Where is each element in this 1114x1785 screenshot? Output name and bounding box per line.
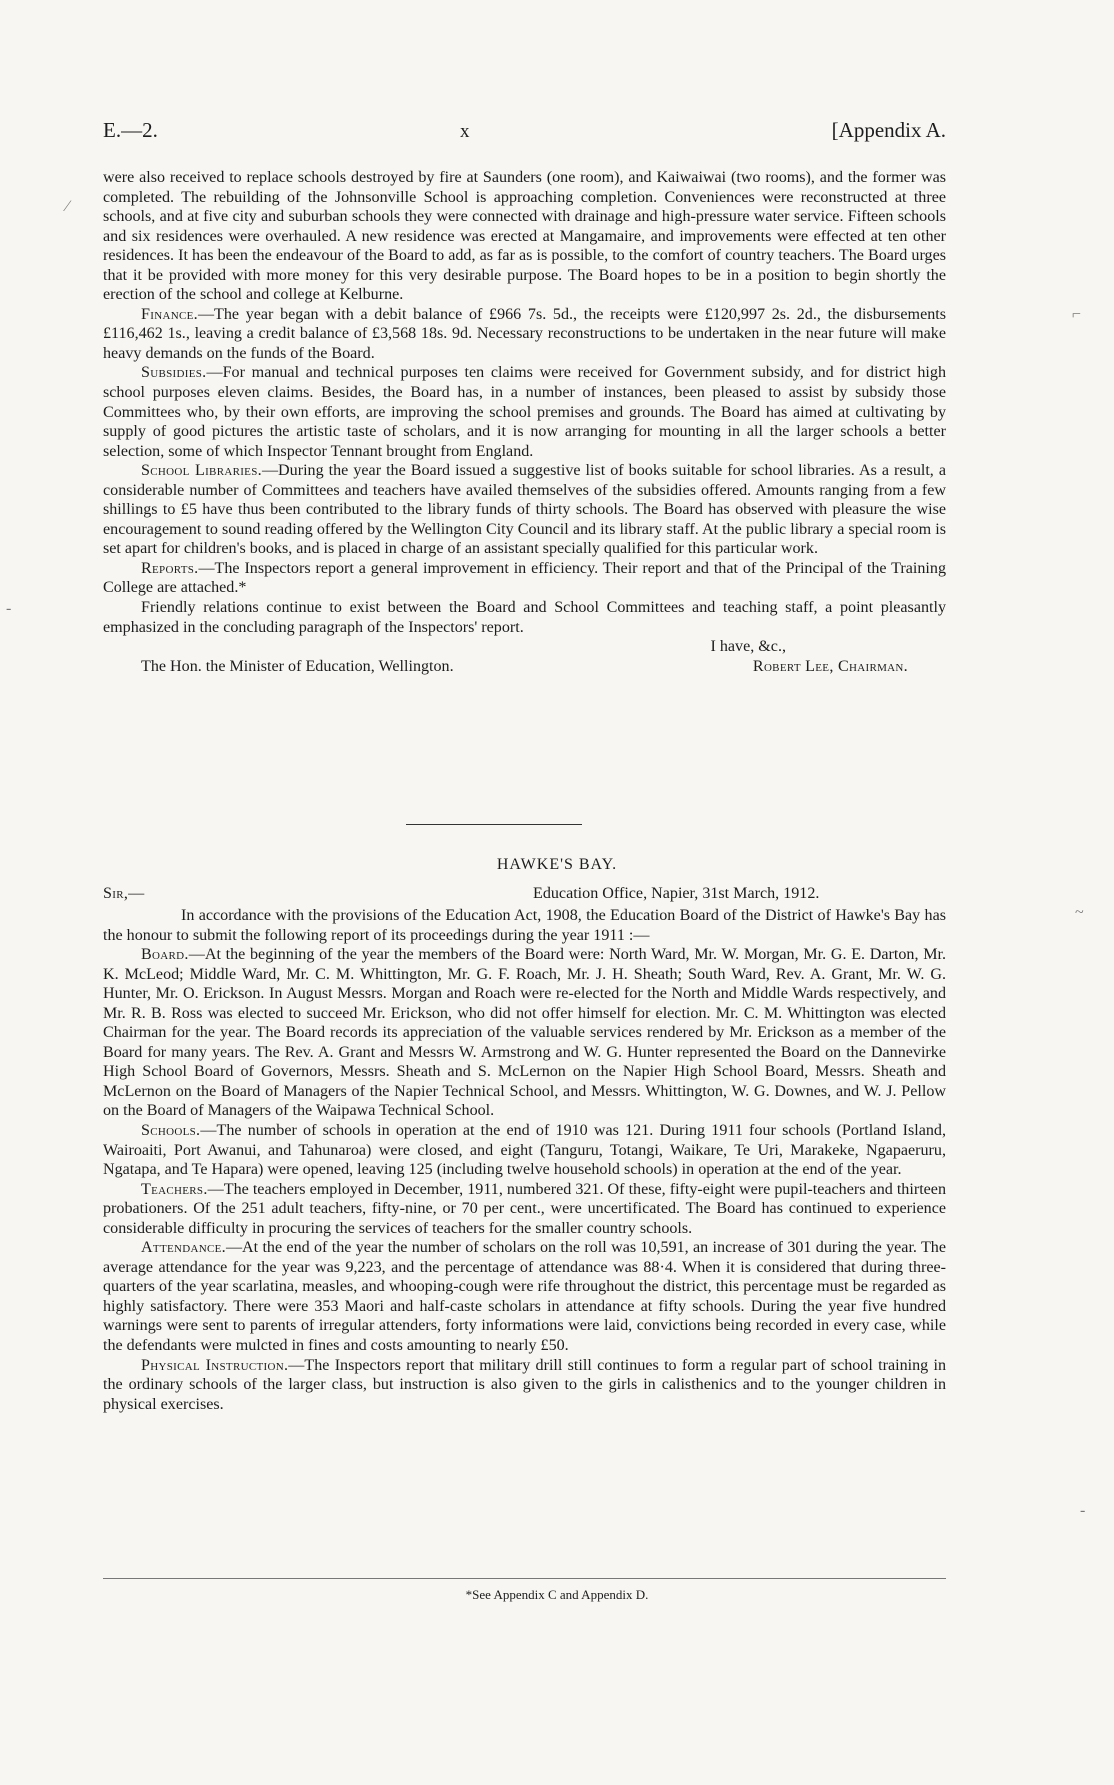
hawkes-bay-report	[103, 906, 946, 1414]
paragraph-subsidies: Subsidies.—For manual and technical purposes ten claims were received for Government subsidy, and for district high school purposes eleven claims. Besides, the Board has, in a number of instances, been pleased to assist by subsidy those Committees who, by their own efforts, are improving the school premises and grounds. The Board has aimed at cultivating by supply of good pictures the artistic taste of scholars, and it is now arranging for mounting in all the larger schools a better selection, some of which Inspector Tennant brought from England.	[103, 364, 946, 460]
paragraph-buildings: were also received to replace schools destroyed by fire at Saunders (one room), and Kaiwaiwai (two rooms), and the former was completed. The rebuilding of the Johnsonville School is approaching completion. Conveniences were reconstructed at three schools, and at five city and suburban schools they were connected with drainage and high-pressure water service. Fifteen schools and six residences were overhauled. A new residence was erected at Mangamaire, and improvements were effected at ten other residences. It has been the endeavour of the Board to add, as far as is possible, to the comfort of country teachers. The Board urges that it be provided with more money for this very desirable purpose. The Board hopes to be in a position to begin shortly the erection of the school and college at Kelburne.	[103, 169, 946, 304]
margin-mark: ~	[1075, 904, 1084, 921]
margin-mark: ⌐	[1072, 306, 1082, 323]
paragraph-intro: In accordance with the provisions of the Education Act, 1908, the Education Board of the District of Hawke's Bay has the honour to submit the following report of its proceedings during the year 1911 :—	[103, 907, 946, 944]
heading-attendance: Attendance.	[141, 1239, 226, 1257]
footnote: *See Appendix C and Appendix D.	[465, 1587, 649, 1602]
paragraph-friendly: Friendly relations continue to exist between the Board and School Committees and teaching staff, a point pleasantly emphasized in the concluding paragraph of the Inspectors' report.	[103, 599, 946, 636]
paragraph-finance: Finance.—The year began with a debit balance of £966 7s. 5d., the receipts were £120,997 2s. 2d., the disbursements £116,462 1s., leaving a credit balance of £3,568 18s. 9d. Necessary reconstructions to be undertaken in the near future will make heavy demands on the funds of the Board.	[103, 305, 946, 362]
wellington-report	[103, 168, 946, 676]
heading-teachers: Teachers.	[141, 1180, 208, 1198]
heading-physical: Physical Instruction.	[141, 1356, 289, 1374]
signer: Robert Lee, Chairman.	[752, 657, 908, 675]
signoff-line	[103, 657, 946, 677]
header-right: [Appendix A.	[831, 118, 946, 142]
addressee: The Hon. the Minister of Education, Wellington.	[141, 657, 454, 675]
office-date: Education Office, Napier, 31st March, 1912.	[533, 885, 820, 902]
page-header	[103, 118, 946, 143]
salutation: Sir,—	[103, 885, 145, 902]
paragraph-teachers: Teachers.—The teachers employed in December, 1911, numbered 321. Of these, fifty-eight were pupil-teachers and thirteen probationers. Of the 251 adult teachers, fifty-nine, or 70 per cent., were uncertificated. The Board has continued to experience considerable difficulty in procuring the services of teachers for the smaller country schools.	[103, 1180, 946, 1237]
heading-finance: Finance.	[141, 305, 198, 323]
paragraph-reports: Reports.—The Inspectors report a general improvement in efficiency. Their report and that of the Principal of the Training College are attached.*	[103, 559, 946, 597]
heading-schools: Schools.	[141, 1122, 201, 1140]
closing-line: I have, &c.,	[710, 638, 786, 656]
footnote-rule	[103, 1578, 946, 1579]
section-divider	[406, 824, 582, 825]
margin-mark: -	[1080, 1502, 1086, 1519]
salutation-line	[103, 885, 946, 903]
header-left: E.—2.	[103, 118, 158, 142]
heading-subsidies: Subsidies.	[141, 364, 207, 382]
paragraph-schools: Schools.—The number of schools in operation at the end of 1910 was 121. During 1911 four schools (Portland Island, Wairoaiti, Port Awanui, and Tahunaroa) were closed, and eight (Tanguru, Totangi, Waikare, Te Uri, Marakeke, Ngapaeruru, Ngatapa, and Te Hapara) were opened, leaving 125 (including twelve household schools) in operation at the end of the year.	[103, 1122, 946, 1179]
paragraph-libraries: School Libraries.—During the year the Board issued a suggestive list of books suitable for school libraries. As a result, a considerable number of Committees and teachers have availed themselves of the subsidies offered. Amounts ranging from a few shillings to £5 have thus been contributed to the library funds of thirty schools. The Board has observed with pleasure the wise encouragement to sound reading offered by the Wellington City Council and its library staff. At the public library a special room is set apart for children's books, and is placed in charge of an assistant specially qualified for this particular work.	[103, 462, 947, 558]
heading-board: Board.	[141, 946, 189, 964]
heading-reports: Reports.	[141, 559, 199, 577]
margin-mark: -	[6, 600, 12, 617]
paragraph-board: Board.—At the beginning of the year the members of the Board were: North Ward, Mr. W. Morgan, Mr. G. E. Darton, Mr. K. McLeod; Middle Ward, Mr. C. M. Whittington, Mr. G. F. Roach, Mr. J. H. Sheath; South Ward, Rev. A. Grant, Mr. W. G. Hunter, Mr. O. Erickson. In August Messrs. Morgan and Roach were re-elected for the North and Middle Wards respectively, and Mr. R. B. Ross was elected to succeed Mr. Erickson, who did not offer himself for election. Mr. C. M. Whittington was elected Chairman for the year. The Board records its appreciation of the valuable services rendered by Mr. Erickson as a member of the Board for many years. The Rev. A. Grant and Messrs W. Armstrong and W. G. Hunter represented the Board on the Dannevirke High School Board of Governors, Messrs. Sheath and S. McLernon on the Napier High School Board, Messrs. Sheath and McLernon on the Board of Managers of the Napier Technical School, and Messrs. Whittington, W. G. Downes, and W. J. Pellow on the Board of Managers of the Waipawa Technical School.	[103, 946, 946, 1120]
heading-libraries: School Libraries.	[141, 462, 262, 480]
header-page-number: x	[460, 121, 470, 142]
section-title: HAWKE'S BAY.	[496, 856, 618, 873]
paragraph-physical: Physical Instruction.—The Inspectors report that military drill still continues to form a regular part of school training in the ordinary schools of the larger class, but instruction is also given to the girls in calisthenics and to the younger children in physical exercises.	[103, 1356, 946, 1413]
paragraph-attendance: Attendance.—At the end of the year the number of scholars on the roll was 10,591, an increase of 301 during the year. The average attendance for the year was 9,223, and the percentage of attendance was 88·4. When it is considered that during three-quarters of the year scarlatina, measles, and whooping-cough were rife throughout the district, this percentage must be regarded as highly satisfactory. There were 353 Maori and half-caste scholars in attendance at fifty schools. During the year five hundred warnings were sent to parents of irregular attenders, forty informations were laid, convictions being recorded in every case, while the defendants were mulcted in fines and costs amounting to nearly £50.	[103, 1239, 946, 1355]
margin-mark: ⁄	[66, 198, 69, 215]
